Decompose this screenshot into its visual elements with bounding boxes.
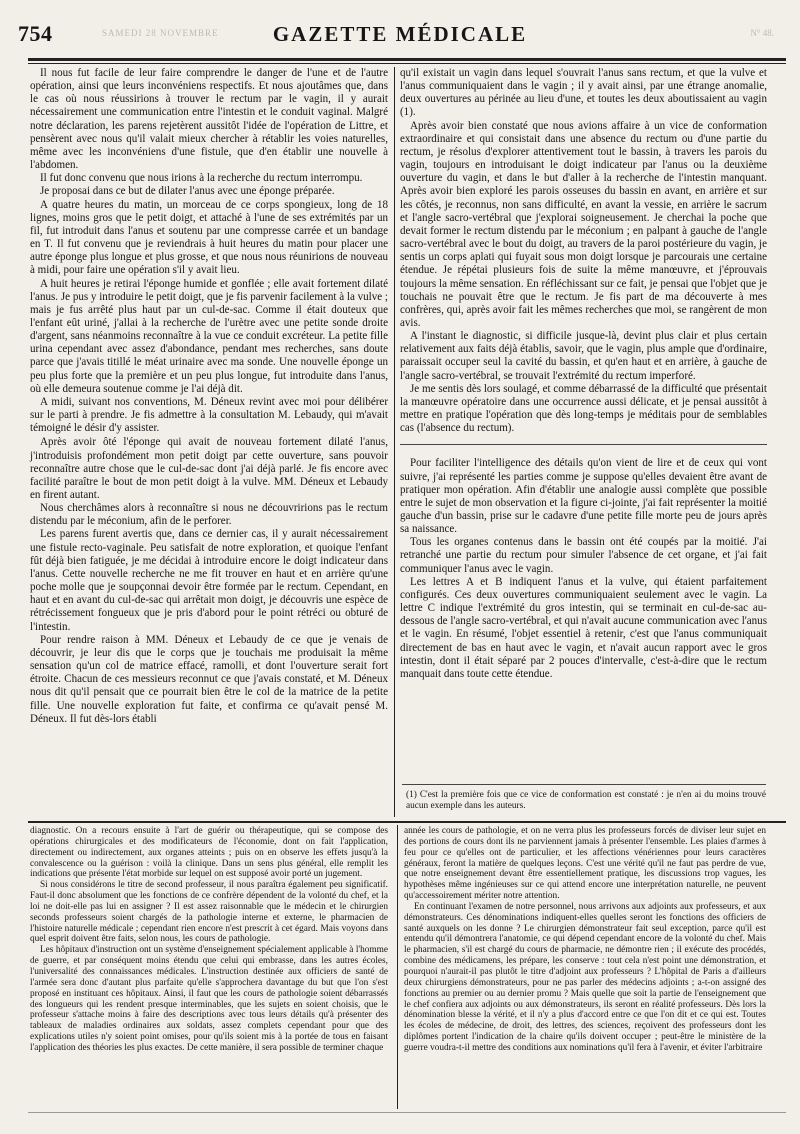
paragraph: Il nous fut facile de leur faire comprendre le danger de l'une et de l'autre opération, ainsi que leurs inconvéniens respectifs. Et nous ajoutâmes que, dans le cas où nous réussirions à trouver le rectum par le vagin, il y aurait nécessairement une communication entre l'intestin et le conduit vaginal. Malgré notre déclaration, les parens rejetèrent aussitôt l'idée de l'opération de Littre, et pensèrent avec nous qu'il valait mieux chercher à rétablir les voies naturelles, même avec les inconvéniens d'une fistule, que d'en établir une nouvelle à l'abdomen. bbox=[30, 67, 388, 172]
paragraph: Il fut donc convenu que nous irions à la recherche du rectum interrompu. bbox=[40, 172, 363, 185]
page-number: 754 bbox=[18, 21, 53, 46]
page-header bbox=[14, 18, 786, 52]
header-rule-thin bbox=[28, 63, 786, 64]
paragraph: Les hôpitaux d'instruction ont un système d'enseignement spécialement applicable à l'homme de guerre, et par conséquent moins étendu que celui qui embrasse, dans les autres écoles, l'universalité des connaissances médicales. L'instruction destinée aux officiers de santé de l'armée sera donc d'autant plus parfaite qu'elle s'approchera davantage du but que l'on s'est proposé en instituant ces hôpitaux. Ainsi, il faut que les cours de pathologie soient débarrassés des longueurs qui les rendent presque interminables, que les sujets en soient choisis, que le professeur s'attache moins à faire des descriptions avec tous leurs détails qu'à présenter des tableaux de maladies ordinaires aux soldats, assez complets cependant pour que des explications utiles n'y soient point omises, pour qu'ils soient mis à la portée de tous en faisant l'application des théories les plus exactes. De cette manière, il sera possible de terminer chaque bbox=[30, 945, 388, 1053]
paragraph: A midi, suivant nos conventions, M. Déneux revint avec moi pour délibérer sur le parti à prendre. Je fis admettre à la consultation M. Lebaudy, qui m'avait témoigné le désir d'y assister. bbox=[30, 395, 388, 435]
paragraph: Je proposai dans ce but de dilater l'anus avec une éponge préparée. bbox=[40, 185, 335, 198]
paragraph: Nous cherchâmes alors à reconnaître si nous ne découvririons pas le rectum distendu par le méconium, afin de le perforer. bbox=[30, 502, 388, 528]
paragraph: Tous les organes contenus dans le bassin ont été coupés par la moitié. J'ai retranché une partie du rectum pour simuler l'absence de cet organe, et j'ai fait communiquer l'anus avec le vagin. bbox=[400, 536, 767, 575]
paragraph: Pour rendre raison à MM. Déneux et Lebaudy de ce que je venais de découvrir, je leur dis que le corps que je touchais me produisait la même sensation qu'un col de matrice effacé, ramolli, et dont l'ouverture serait fort étroite. Chacun de ces messieurs reconnut ce que j'avais constaté, et M. Déneux nous dit qu'il pensait que ce pourrait bien être le col de la matrice de la petite fille. Une nouvelle exploration fut faite, et confirma ce qu'avait pensé M. Déneux. Il fut dès-lors établi bbox=[30, 633, 388, 725]
paragraph: Je me sentis dès lors soulagé, et comme débarrassé de la difficulté que présentait la manœuvre opératoire dans une occurrence aussi délicate, et je pensai aussitôt à mettre en pratique l'opération que dès long-temps je méditais pour de semblables cas (l'absence du rectum). bbox=[400, 382, 767, 435]
paragraph: A huit heures je retirai l'éponge humide et gonflée ; elle avait fortement dilaté l'anus. Je pus y introduire le petit doigt, que je fis parvenir facilement à la vulve ; mais je fus arrêté plus haut par un cul-de-sac. Comme il était douteux que l'enfant eût uriné, j'allai à la recherche de l'urètre avec une petite sonde droite d'argent, sans néanmoins reconnaître à la vue ce conduit excréteur. La petite fille urina cependant avec assez d'abondance, pendant mes recherches, sans doute parce que j'avais titillé le méat urinaire avec ma sonde. Une nouvelle éponge un peu plus forte que la première et un peu plus longue, fut introduite dans l'anus, où elle demeura soutenue comme je l'ai déjà dit. bbox=[30, 277, 388, 395]
bottom-column-divider bbox=[397, 825, 398, 1109]
bleed-through-text: SAMEDI 28 NOVEMBRE bbox=[102, 28, 219, 38]
header-rule-thick bbox=[28, 58, 786, 61]
paragraph: A quatre heures du matin, un morceau de ce corps spongieux, long de 18 lignes, moins gros que le petit doigt, et attaché à l'une de ses extrémités par un fil, fut introduit dans l'anus et soutenu par une compresse carrée et un bandage en T. Il fut convenu que je reviendrais à huit heures du matin pour placer une autre éponge plus longue et plus grosse, et que nous nous réunirions de nouveau à midi, pour faire une opération s'il y avait lieu. bbox=[30, 198, 388, 277]
paragraph: Les parens furent avertis que, dans ce dernier cas, il y aurait nécessairement une fistule recto-vaginale. Peu satisfait de notre exploration, et quoique l'enfant fût déjà bien fatiguée, je me décidai à introduire encore le doigt indicateur dans l'anus. Cette nouvelle recherche ne me fit trouver en haut et en arrière qu'une poche molle que je soupçonnai devoir être formée par le rectum. Cependant, en haut et en avant du cul-de-sac qui arrêtait mon doigt, je découvris une espèce de rétrécissement fongueux que je pris d'abord pour le point rétréci ou obturé de l'intestin. bbox=[30, 528, 388, 633]
paragraph: diagnostic. On a recours ensuite à l'art de guérir ou thérapeutique, qui se compose des opérations chirurgicales et des modificateurs de l'économie, dont on fait l'application, directement ou indirectement, aux organes atteints ; puis on en observe les effets jusqu'à la convalescence ou la guérison : voilà la clinique. Dans un sens plus général, elle remplit les indications que présente l'état morbide sur lequel on est supposé avoir porté un jugement. bbox=[30, 826, 388, 880]
paragraph: Après avoir bien constaté que nous avions affaire à un vice de conformation extraordinaire et qui consistait dans une absence du rectum ou d'une partie du rectum, je résolus d'explorer attentivement tout le bassin, à travers les parois du vagin, toujours en introduisant le doigt indicateur par l'anus ou la deuxième ouverture du vagin, et dans le but d'aller à la recherche de l'intestin manquant. Après avoir bien exploré les parois osseuses du bassin en avant, en arrière et sur les côtés, je reconnus, non sans difficulté, en avant la vessie, en arrière le sacrum et l'angle sacro-vertébral que j'explorai soigneusement. Je cherchai la poche que devait former le rectum distendu par le méconium ; en palpant à gauche de l'angle sacro-vertébral avec le bout du doigt, au travers de la paroi postérieure du vagin, je sentis un corps aplati qui fuyait sous mon doigt lorsque je parcourais une certaine étendue. Je répétai plusieurs fois de suite la même manœuvre, et j'éprouvais toujours la même sensation. En réfléchissant sur ce fait, je pensai que l'objet que je touchais ne pouvait être que le rectum. Je fis part de ma découverte à mes confrères, qui, après avoir fait les mêmes recherches que moi, se rangèrent de mon avis. bbox=[400, 119, 767, 329]
paragraph: Après avoir ôté l'éponge qui avait de nouveau fortement dilaté l'anus, j'introduisis profondément mon petit doigt par cette ouverture, sans pouvoir reconnaître autre chose que le cul-de-sac dont j'ai déjà parlé. Je fis encore avec facilité paraître le bout de mon petit doigt à la vulve. MM. Déneux et Lebaudy en firent autant. bbox=[30, 436, 388, 501]
footnote-rule bbox=[402, 784, 766, 785]
left-column bbox=[30, 67, 388, 726]
journal-title: GAZETTE MÉDICALE bbox=[272, 22, 528, 46]
right-column bbox=[400, 67, 767, 681]
section-rule bbox=[28, 821, 786, 823]
column-divider bbox=[394, 67, 395, 817]
paragraph: année les cours de pathologie, et on ne verra plus les professeurs forcés de diviser leur sujet en des portions de cours dont ils ne parviennent jamais à présenter l'ensemble. Les plaies d'armes à feu pour ce qu'elles ont de particulier, et les affections vénériennes pour leurs caractères généraux, feront la matière de quelques leçons. C'est une vérité qu'il ne faut pas perdre de vue, que notre enseignement devant être essentiellement pratique, les discussions trop vagues, les hypothèses même ingénieuses sur ce qui attend encore une interprétation naturelle, ne peuvent qu'accessoirement mériter notre attention. bbox=[404, 826, 766, 902]
bottom-right-column bbox=[404, 826, 766, 1054]
paragraph: Si nous considérons le titre de second professeur, il nous paraîtra également peu significatif. Faut-il donc absolument que les fonctions de ce confrère dépendent de la volonté du chef, et la loi ne doit-elle pas lui en assigner ? Il est assez raisonnable que le médecin et le chirurgien seconds professeurs soient chargés de la pathologie interne et externe, le pharmacien de l'histoire naturelle médicale ; cependant rien encore n'est prescrit à cet égard. Mais voyons dans quel esprit doivent être faits, selon nous, les cours de pathologie. bbox=[30, 880, 388, 945]
bleed-through-issue: N° 48. bbox=[750, 28, 774, 38]
bottom-rule bbox=[28, 1112, 786, 1113]
footnote: (1) C'est la première fois que ce vice de conformation est constaté : je n'en ai du moins trouvé aucun exemple dans les auteurs. bbox=[406, 790, 766, 811]
paragraph: Les lettres A et B indiquent l'anus et la vulve, qui étaient parfaitement configurés. Ces deux ouvertures communiquaient seulement avec le vagin. La lettre C indique l'extrémité du gros intestin, qui se terminait en cul-de-sac au-dessous de l'angle sacro-vertébral, et qui n'avait aucune communication avec l'anus et le vagin. En résumé, l'objet essentiel à retenir, c'est que l'anus communiquait directement de bas en haut avec le vagin, et n'avait aucun rapport avec le gros intestin, dont il était séparé par 2 pouces d'intervalle, c'est-à-dire que le rectum manquait dans toute cette étendue. bbox=[400, 575, 768, 680]
section-divider bbox=[400, 444, 767, 445]
bottom-left-column bbox=[30, 826, 388, 1054]
paragraph: qu'il existait un vagin dans lequel s'ouvrait l'anus sans rectum, et que la vulve et l'anus communiquaient dans le vagin ; il y avait ainsi, par une étrange anomalie, deux ouvertures au périnée au lieu d'une, et toutes les deux aboutissaient au vagin (1). bbox=[400, 67, 767, 119]
paragraph: Pour faciliter l'intelligence des détails qu'on vient de lire et de ceux qui vont suivre, j'ai représenté les parties comme je suppose qu'elles devaient être avant de pratiquer mon opération. Afin d'établir une analogie aussi complète que possible entre le sujet de mon observation et la figure ci-jointe, j'ai fait représenter la moitié gauche d'un bassin, prise sur le cadavre d'une petite fille morte peu de jours après sa naissance. bbox=[400, 457, 767, 536]
paragraph: A l'instant le diagnostic, si difficile jusque-là, devint plus clair et plus certain relativement aux faits déjà établis, savoir, que le vagin, plus ample que d'ordinaire, paraissait occuper seul la cavité du bassin, et qu'en haut et en arrière, à gauche de l'angle sacro-vertébral, se trouvait l'extrémité du rectum imperforé. bbox=[400, 330, 767, 382]
paragraph: En continuant l'examen de notre personnel, nous arrivons aux adjoints aux professeurs, et aux démonstrateurs. Ces dénominations indiquent-elles quelles seront les fonctions des officiers de santé auxquels on les donne ? Le chirurgien démonstrateur fait seul exception, parce qu'il est entendu qu'il démontrera l'anatomie, ce qui dépend cependant encore de la volonté du chef. Mais le pharmacien, s'il est chargé du cours de pharmacie, ne démontre rien ; il exécute des procédés, combine des médicamens, les prépare, les conserve : tout cela n'est point une démonstration, et pourquoi n'aurait-il pas plutôt le titre d'adjoint aux professeurs ? L'hôpital de Paris a d'ailleurs deux chirurgiens démonstrateurs, pour ne pas parler des médecins adjoints ; a-t-on assigné des fonctions au premier ou au dernier promu ? Mais quelle que soit la partie de l'enseignement que le chef confiera aux adjoints ou aux démonstrateurs, ils seront en réalité professeurs. Dès lors la dénomination blesse la vérité, et il n'y a plus d'accord entre ce que l'on dit et ce qui est. Toutes les écoles de médecine, de droit, des lettres, des sciences, reçoivent des professeurs dont les diplômes portent l'indication de la chaire qu'ils doivent occuper ; peut-être le ministère de la guerre voudra-t-il mettre des conditions aux nominations qu'il fera à l'avenir, et éviter l'arbitraire bbox=[404, 901, 766, 1053]
